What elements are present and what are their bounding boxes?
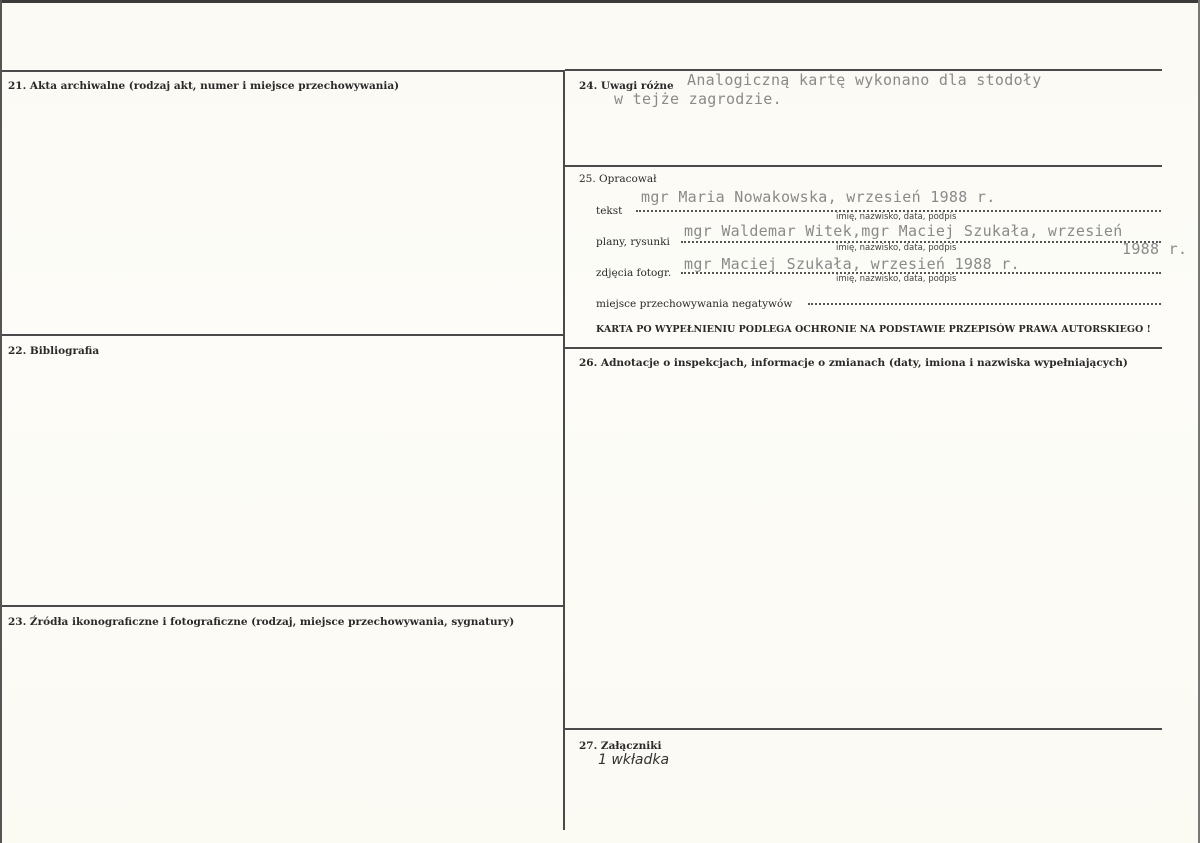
- tekst-caption: imię, nazwisko, data, podpis: [836, 212, 957, 222]
- rule-25: [565, 165, 1162, 167]
- section-27-label: 27. Załączniki: [579, 740, 662, 752]
- zdjecia-caption: imię, nazwisko, data, podpis: [836, 274, 957, 284]
- top-edge: [0, 0, 1200, 3]
- tekst-label: tekst: [596, 205, 623, 217]
- left-edge: [0, 0, 2, 843]
- section-26-label: 26. Adnotacje o inspekcjach, informacje o zmianach (daty, imiona i nazwiska wypełniających): [579, 357, 1128, 369]
- section-22-label: 22. Bibliografia: [8, 345, 100, 357]
- section-24-typed-line2: w tejże zagrodzie.: [614, 90, 782, 108]
- rule-26: [565, 347, 1162, 349]
- plany-value-cont: 1988 r.: [1122, 240, 1188, 258]
- zdjecia-value: mgr Maciej Szukała, wrzesień 1988 r.: [684, 255, 1020, 273]
- rule-27: [565, 728, 1162, 730]
- section-24-label: 24. Uwagi różne: [579, 80, 674, 92]
- section-23-label: 23. Źródła ikonograficzne i fotograficzne (rodzaj, miejsce przechowywania, sygnatury): [8, 616, 515, 628]
- section-25-label: 25. Opracował: [579, 173, 657, 185]
- plany-caption: imię, nazwisko, data, podpis: [836, 243, 957, 253]
- negatywy-label: miejsce przechowywania negatywów: [596, 298, 793, 310]
- rule-22: [2, 334, 564, 336]
- negatywy-line: [808, 303, 1161, 305]
- section-21-label: 21. Akta archiwalne (rodzaj akt, numer i miejsce przechowywania): [8, 80, 400, 92]
- plany-value: mgr Waldemar Witek,mgr Maciej Szukała, wrzesień: [684, 222, 1123, 240]
- section-24-typed-line1: Analogiczną kartę wykonano dla stodoły: [687, 71, 1042, 89]
- plany-label: plany, rysunki: [596, 236, 670, 248]
- section-27-handwritten: 1 wkładka: [598, 752, 670, 768]
- tekst-value: mgr Maria Nowakowska, wrzesień 1988 r.: [641, 188, 996, 206]
- column-divider: [563, 70, 565, 830]
- zdjecia-label: zdjęcia fotogr.: [596, 267, 672, 279]
- copyright-notice: KARTA PO WYPEŁNIENIU PODLEGA OCHRONIE NA PODSTAWIE PRZEPISÓW PRAWA AUTORSKIEGO !: [596, 324, 1151, 335]
- rule-top-left: [2, 70, 564, 72]
- rule-23: [2, 605, 564, 607]
